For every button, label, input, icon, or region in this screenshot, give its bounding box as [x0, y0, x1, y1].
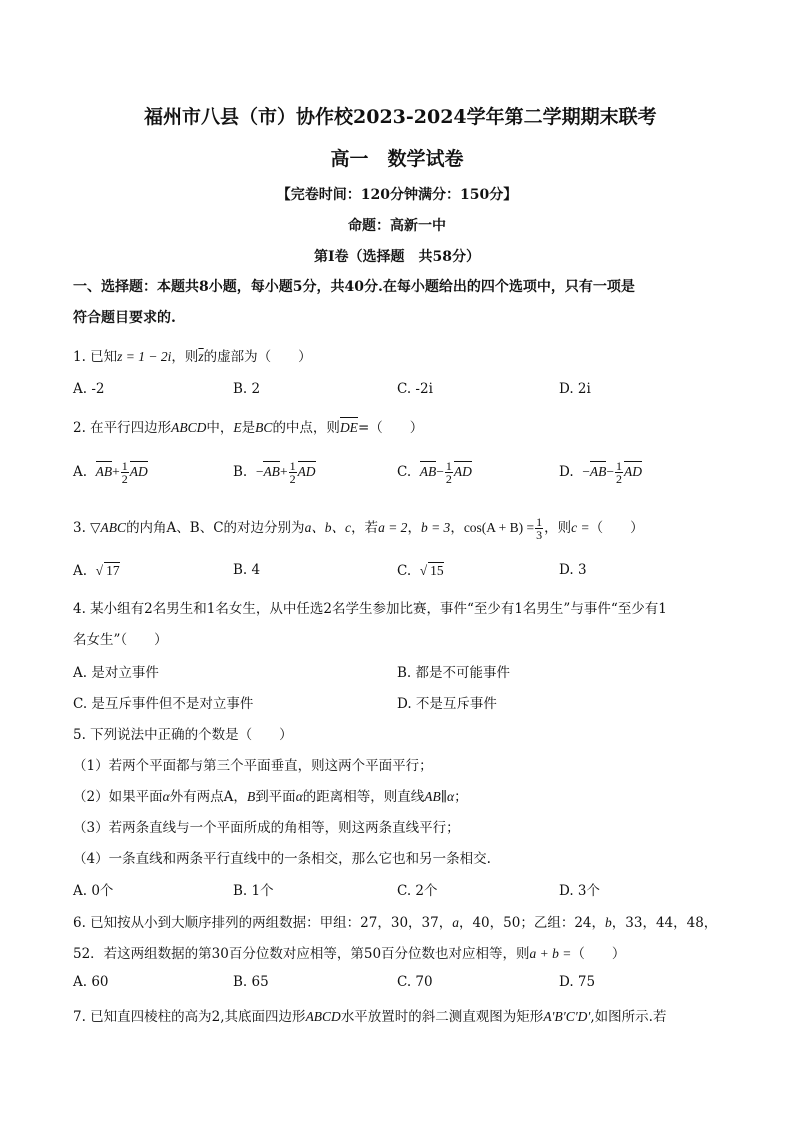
q3-cvar: c =: [571, 520, 590, 535]
q1-option-a: A. -2: [73, 381, 105, 397]
q2-c-v2: AD: [453, 464, 472, 479]
q5-s2-d: 的距离相等，则直线: [302, 789, 425, 805]
q1-zbar: $\overline{z}$: [198, 349, 204, 364]
q2-b-frac: [289, 460, 297, 485]
q3-stem-d: ，则: [544, 520, 572, 536]
q2-c-sign: −: [436, 464, 444, 479]
q3-cond1: a = 2: [378, 520, 408, 535]
q3-vars: a、b、c: [304, 520, 352, 535]
q1-stem-c: 的虚部为（ ）: [203, 349, 312, 365]
q1-option-d: D. 2i: [559, 381, 591, 397]
q2-stem-a: 2. 在平行四边形: [73, 420, 172, 436]
q2-stem-c: 是: [241, 420, 256, 436]
q6-line1: [73, 911, 717, 931]
q5-statement-4: （4）一条直线和两条平行直线中的一条相交，那么它也和另一条相交.: [73, 851, 491, 867]
q2-e: E: [233, 420, 242, 435]
q5-stem: 5. 下列说法中正确的个数是（ ）: [73, 727, 293, 743]
q6-line1-b: ，40，50；乙组：24，: [458, 915, 606, 931]
q5-statement-1: （1）若两个平面都与第三个平面垂直，则这两个平面平行；: [73, 758, 433, 774]
q6-option-d: D. 75: [559, 974, 596, 990]
q2-a-v2: AD: [129, 464, 148, 479]
q2-option-c: [397, 460, 472, 485]
q2-stem-d: 的中点，则: [272, 420, 340, 436]
q3-stem-b: 的内角A、B、C的对边分别为: [126, 520, 305, 536]
q2-de-vector: DE: [339, 420, 358, 435]
q6-line1-a: 6. 已知按从小到大顺序排列的两组数据：甲组：27，30，37，: [73, 915, 453, 931]
q6-a-var: a: [452, 915, 459, 930]
q2-d-den: 2: [615, 472, 622, 486]
q6-line2: [73, 942, 625, 962]
q3-c-rad: 15: [430, 563, 444, 578]
q2-d-frac: [615, 460, 623, 485]
q3-sep1: ，: [407, 520, 421, 536]
section1-heading-line2: 符合题目要求的.: [73, 310, 176, 326]
q3-d-text: 3: [577, 562, 587, 578]
q2-a-frac: [121, 460, 129, 485]
q2-option-a: [73, 460, 148, 485]
q2-c-letter: C.: [397, 464, 412, 480]
q1-stem-a: 1. 已知: [73, 349, 118, 365]
q2-b-v2: AD: [297, 464, 316, 479]
q2-c-frac: [445, 460, 453, 485]
q2-a-den: 2: [121, 472, 128, 486]
q6-b-var: b: [605, 915, 612, 930]
q5-option-b: B. 1个: [233, 883, 274, 899]
q3-stem-a: 3.: [73, 520, 91, 536]
q3-c-letter: C.: [397, 563, 412, 579]
q3-option-a: A. √ 17: [73, 563, 120, 579]
q3-stem-c: ，若: [351, 520, 379, 536]
q5-s2-a: （2）如果平面: [73, 789, 163, 805]
q2-d-v1: AB: [589, 464, 607, 479]
q2-a-letter: A.: [73, 464, 88, 480]
q7-abcd: ABCD: [305, 1009, 341, 1024]
q3-b-letter: B.: [233, 562, 248, 578]
q2-stem: [73, 416, 423, 436]
q5-ab-par: AB∥α: [424, 789, 455, 804]
q2-abcd: ABCD: [171, 420, 207, 435]
q6-option-a: A. 60: [73, 974, 109, 990]
q5-s2-b: 外有两点A，: [169, 789, 247, 805]
q5-option-d: D. 3个: [559, 883, 601, 899]
section1-heading-line1: 一、选择题：本题共8小题，每小题5分，共40分.在每小题给出的四个选项中，只有一项是: [73, 279, 635, 295]
exam-title: 福州市八县（市）协作校2023-2024学年第二学期期末联考: [144, 106, 657, 128]
q1-option-c: C. -2i: [397, 381, 433, 397]
q3-a-letter: A.: [73, 563, 88, 579]
q5-statement-3: （3）若两条直线与一个平面所成的角相等，则这两条直线平行；: [73, 820, 460, 836]
q4-option-d: D. 不是互斥事件: [397, 696, 497, 712]
q6-line2-b: （ ）: [571, 946, 626, 962]
exam-time-info: 【完卷时间：120分钟满分：150分】: [276, 187, 518, 203]
q1-option-b: B. 2: [233, 381, 261, 397]
q2-a-sign: +: [112, 464, 120, 479]
q4-line2: 名女生”（ ）: [73, 632, 168, 648]
q4-option-b: B. 都是不可能事件: [397, 665, 511, 681]
q2-stem-e: =（ ）: [357, 420, 424, 436]
q5-alpha-2: α: [295, 789, 303, 804]
q3-option-d: [559, 562, 587, 578]
q4-option-a: A. 是对立事件: [73, 665, 159, 681]
q6-apb: a + b =: [529, 946, 572, 961]
q5-bvar: B: [246, 789, 256, 804]
q4-line1: 4. 某小组有2名男生和1名女生，从中任选2名学生参加比赛，事件“至少有1名男生”与事件“至少有1: [73, 601, 667, 617]
q5-option-c: C. 2个: [397, 883, 438, 899]
q2-b-v1: AB: [263, 464, 280, 479]
q6-option-c: C. 70: [397, 974, 433, 990]
q1-stem: [73, 345, 312, 365]
q3-option-b: [233, 562, 260, 578]
q3-b-text: 4: [251, 562, 261, 578]
q2-b-letter: B.: [233, 464, 248, 480]
q3-a-rad: 17: [106, 563, 120, 578]
q3-sep2: ，: [450, 520, 464, 536]
q1-stem-b: ，则: [171, 349, 199, 365]
q3-d-letter: D.: [559, 562, 574, 578]
q7-stem-a: 7. 已知直四棱柱的高为2,其底面四边形: [73, 1009, 306, 1025]
q6-line1-c: ，33，44，48，: [611, 915, 718, 931]
q2-bc: BC: [255, 420, 273, 435]
q5-option-a: A. 0个: [73, 883, 114, 899]
q2-stem-b: 中，: [206, 420, 234, 436]
q3-tri: ▽ABC: [90, 520, 127, 535]
q3-option-c: C. √ 15: [397, 563, 444, 579]
q2-c-num: 1: [445, 459, 452, 473]
q1-math: z = 1 − 2i: [117, 349, 172, 364]
q2-c-v1: AB: [419, 464, 437, 479]
q2-option-d: [559, 460, 642, 485]
q7-stem: [73, 1005, 666, 1025]
q2-b-den: 2: [289, 472, 296, 486]
q2-option-b: [233, 460, 316, 485]
q2-d-sign: −: [606, 464, 614, 479]
q3-stem-e: （ ）: [589, 520, 644, 536]
q2-d-num: 1: [615, 459, 622, 473]
q2-d-letter: D.: [559, 464, 574, 480]
q5-statement-2: [73, 785, 468, 805]
q4-option-c: C. 是互斥事件但不是对立事件: [73, 696, 254, 712]
q2-d-v2: AD: [623, 464, 642, 479]
q2-b-sign: +: [279, 464, 288, 479]
exam-subtitle: 高一 数学试卷: [330, 148, 464, 170]
q7-stem-b: 水平放置时的斜二测直观图为矩形: [340, 1009, 544, 1025]
part-title: 第Ⅰ卷（选择题 共58分）: [313, 249, 481, 265]
q6-line2-a: 52．若这两组数据的第30百分位数对应相等，第50百分位数也对应相等，则: [73, 946, 530, 962]
q2-b-num: 1: [289, 459, 296, 473]
q3-cond2: b = 3: [420, 520, 451, 535]
q2-b-pre: −: [255, 464, 264, 479]
q2-a-num: 1: [121, 459, 128, 473]
q7-abcd-prime: A′B′C′D′: [543, 1009, 591, 1024]
q5-s2-c: 到平面: [255, 789, 296, 805]
q7-stem-c: ,如图所示.若: [590, 1009, 667, 1025]
q3-cos-den: 3: [536, 528, 543, 542]
q3-stem: [73, 516, 644, 541]
q3-cos-num: 1: [536, 515, 543, 529]
q3-cos-frac: [535, 516, 543, 541]
q2-a-v1: AB: [95, 464, 113, 479]
q6-option-b: B. 65: [233, 974, 269, 990]
q5-s2-e: ；: [454, 789, 468, 805]
q5-alpha: α: [162, 789, 170, 804]
q3-cos: cos(A + B) =: [463, 520, 535, 535]
exam-author: 命题：高新一中: [348, 218, 446, 234]
q2-c-den: 2: [445, 472, 452, 486]
q2-d-pre: −: [582, 464, 590, 479]
